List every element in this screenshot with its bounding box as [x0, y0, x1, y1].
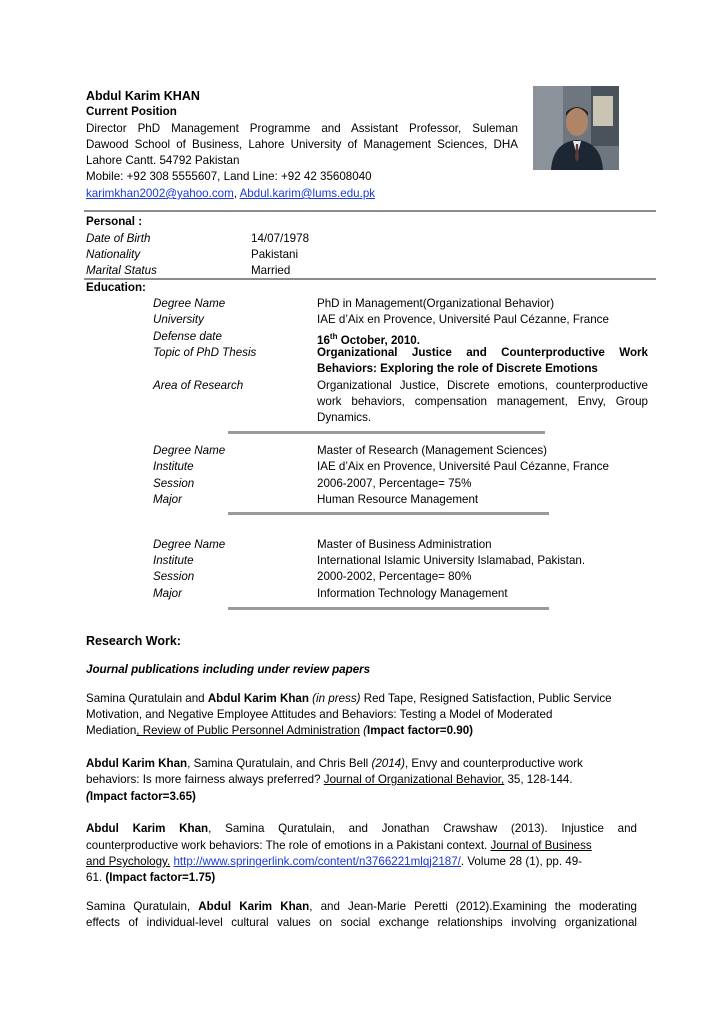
pub1-impact-factor: Impact factor=0.90) — [367, 724, 473, 737]
pub4-author: Abdul Karim Khan — [198, 900, 310, 913]
pub3-volume: . Volume 28 (1), pp. 49- — [460, 855, 583, 868]
phd-thesis-line-2: Behaviors: Exploring the role of Discrete Emotions — [317, 362, 598, 375]
nationality-label: Nationality — [86, 248, 141, 261]
pub3-title-end: counterproductive work behaviors: The role of emotions in a Pakistani context. — [86, 839, 491, 852]
mba-degree-label: Degree Name — [153, 538, 226, 551]
mres-degree-value: Master of Research (Management Sciences) — [317, 444, 548, 457]
phd-divider — [228, 431, 545, 434]
nationality-value: Pakistani — [251, 248, 299, 261]
pub4-line-2: effects of individual-level cultural values on social exchange relationships involving organizational — [86, 916, 637, 929]
phd-area-label: Area of Research — [153, 379, 244, 392]
address: Lahore Cantt. 54792 Pakistan — [86, 154, 240, 167]
mres-major-value: Human Resource Management — [317, 493, 479, 506]
defense-day-suffix: th — [329, 332, 338, 341]
marital-status-label: Marital Status — [86, 264, 157, 277]
pub4-coauthor: Samina Quratulain, — [86, 900, 199, 913]
pub2-journal: Journal of Organizational Behavior, — [323, 773, 505, 786]
email-link-yahoo[interactable]: karimkhan2002@yahoo.com — [86, 187, 234, 200]
email-separator: , — [233, 187, 240, 200]
pub2-impact-open: ( — [86, 790, 90, 803]
mres-institute-label: Institute — [153, 460, 194, 473]
position-line-2: Dawood School of Business, Lahore University of Management Sciences, DHA — [86, 138, 518, 151]
mba-major-value: Information Technology Management — [317, 587, 508, 600]
pub3-pages-end: 61. — [86, 871, 106, 884]
pub2-impact-factor: Impact factor=3.65) — [89, 790, 196, 803]
pub1-journal: , Review of Public Personnel Administration — [136, 724, 360, 737]
mba-institute-label: Institute — [153, 554, 194, 567]
mba-institute-value: International Islamic University Islamabad, Pakistan. — [317, 554, 586, 567]
pub3-line-3 — [86, 854, 582, 870]
pub1-status: (in press) — [308, 692, 361, 705]
mres-session-value: 2006-2007, Percentage= 75% — [317, 477, 472, 490]
current-position-label: Current Position — [86, 105, 177, 118]
mba-session-value: 2000-2002, Percentage= 80% — [317, 570, 472, 583]
mres-degree-label: Degree Name — [153, 444, 226, 457]
pub4-line-1 — [86, 899, 637, 915]
mres-major-label: Major — [153, 493, 182, 506]
pub3-springer-link[interactable]: http://www.springerlink.com/content/n3766221mlqj2187/ — [173, 855, 461, 868]
mba-major-label: Major — [153, 587, 182, 600]
phd-university-label: University — [153, 313, 204, 326]
position-line-1: Director PhD Management Programme and Assistant Professor, Suleman — [86, 122, 518, 135]
cv-name: Abdul Karim KHAN — [86, 89, 200, 103]
email-line — [86, 186, 375, 202]
personal-heading: Personal : — [86, 215, 143, 228]
publications-subheading: Journal publications including under review papers — [86, 663, 371, 676]
pub1-title-start: Red Tape, Resigned Satisfaction, Public Service — [360, 692, 612, 705]
pub2-title-end: behaviors: Is more fairness always preferred? — [86, 773, 324, 786]
pub2-year: (2014) — [371, 757, 405, 770]
education-heading: Education: — [86, 281, 146, 294]
defense-month-year: October, 2010. — [337, 333, 420, 347]
pub2-volume: 35, 128-144. — [504, 773, 573, 786]
mba-degree-value: Master of Business Administration — [317, 538, 492, 551]
pub3-journal-start: Journal of Business — [490, 839, 592, 852]
phone-numbers: Mobile: +92 308 5555607, Land Line: +92 42 35608040 — [86, 170, 372, 183]
research-heading: Research Work: — [86, 634, 181, 648]
pub1-line-1 — [86, 691, 612, 707]
pub1-impact-open: ( — [359, 724, 367, 737]
pub3-author: Abdul Karim Khan — [86, 822, 209, 835]
pub3-journal-end: and Psychology. — [86, 855, 171, 868]
pub1-coauthor: Samina Quratulain and — [86, 692, 208, 705]
dob-label: Date of Birth — [86, 232, 151, 245]
phd-thesis-label: Topic of PhD Thesis — [153, 346, 257, 359]
email-link-lums[interactable]: Abdul.karim@lums.edu.pk — [239, 187, 376, 200]
pub3-line-4 — [86, 870, 215, 886]
mres-institute-value: IAE d’Aix en Provence, Université Paul Cézanne, France — [317, 460, 609, 473]
profile-photo — [533, 86, 619, 170]
personal-divider — [84, 278, 656, 280]
phd-university-value: IAE d’Aix en Provence, Université Paul Cézanne, France — [317, 313, 609, 326]
phd-defense-label: Defense date — [153, 330, 222, 343]
pub3-impact-factor: (Impact factor=1.75) — [105, 871, 216, 884]
pub2-line-1 — [86, 756, 583, 772]
phd-area-line-1: Organizational Justice, Discrete emotions, counterproductive — [317, 379, 648, 392]
pub2-author: Abdul Karim Khan — [86, 757, 188, 770]
pub3-coauthors-title: , Samina Quratulain, and Jonathan Crawshaw (2013). Injustice and — [208, 822, 637, 835]
pub2-title-start: , Envy and counterproductive work — [404, 757, 583, 770]
pub3-line-1 — [86, 821, 637, 837]
mres-divider — [228, 512, 549, 515]
mba-divider — [228, 607, 549, 610]
dob-value: 14/07/1978 — [251, 232, 310, 245]
phd-thesis-line-1: Organizational Justice and Counterproductive Work — [317, 346, 648, 359]
phd-area-line-3: Dynamics. — [317, 411, 372, 424]
mba-session-label: Session — [153, 570, 195, 583]
header-divider — [84, 210, 656, 212]
pub2-line-2 — [86, 772, 573, 788]
phd-degree-label: Degree Name — [153, 297, 226, 310]
pub3-line-2 — [86, 838, 592, 854]
pub1-title-end: Mediation — [86, 724, 137, 737]
pub1-author: Abdul Karim Khan — [207, 692, 309, 705]
mres-session-label: Session — [153, 477, 195, 490]
marital-status-value: Married — [251, 264, 291, 277]
phd-area-line-2: work behaviors, compensation management, Envy, Group — [317, 395, 648, 408]
pub1-line-3 — [86, 723, 473, 739]
phd-degree-value: PhD in Management(Organizational Behavior) — [317, 297, 555, 310]
pub2-line-3 — [86, 789, 196, 805]
pub4-title-start: , and Jean-Marie Peretti (2012).Examining the moderating — [309, 900, 638, 913]
defense-day: 16 — [317, 333, 330, 347]
pub2-coauthors: , Samina Quratulain, and Chris Bell — [187, 757, 372, 770]
pub1-line-2: Motivation, and Negative Employee Attitudes and Behaviors: Testing a Model of Moderated — [86, 708, 553, 721]
